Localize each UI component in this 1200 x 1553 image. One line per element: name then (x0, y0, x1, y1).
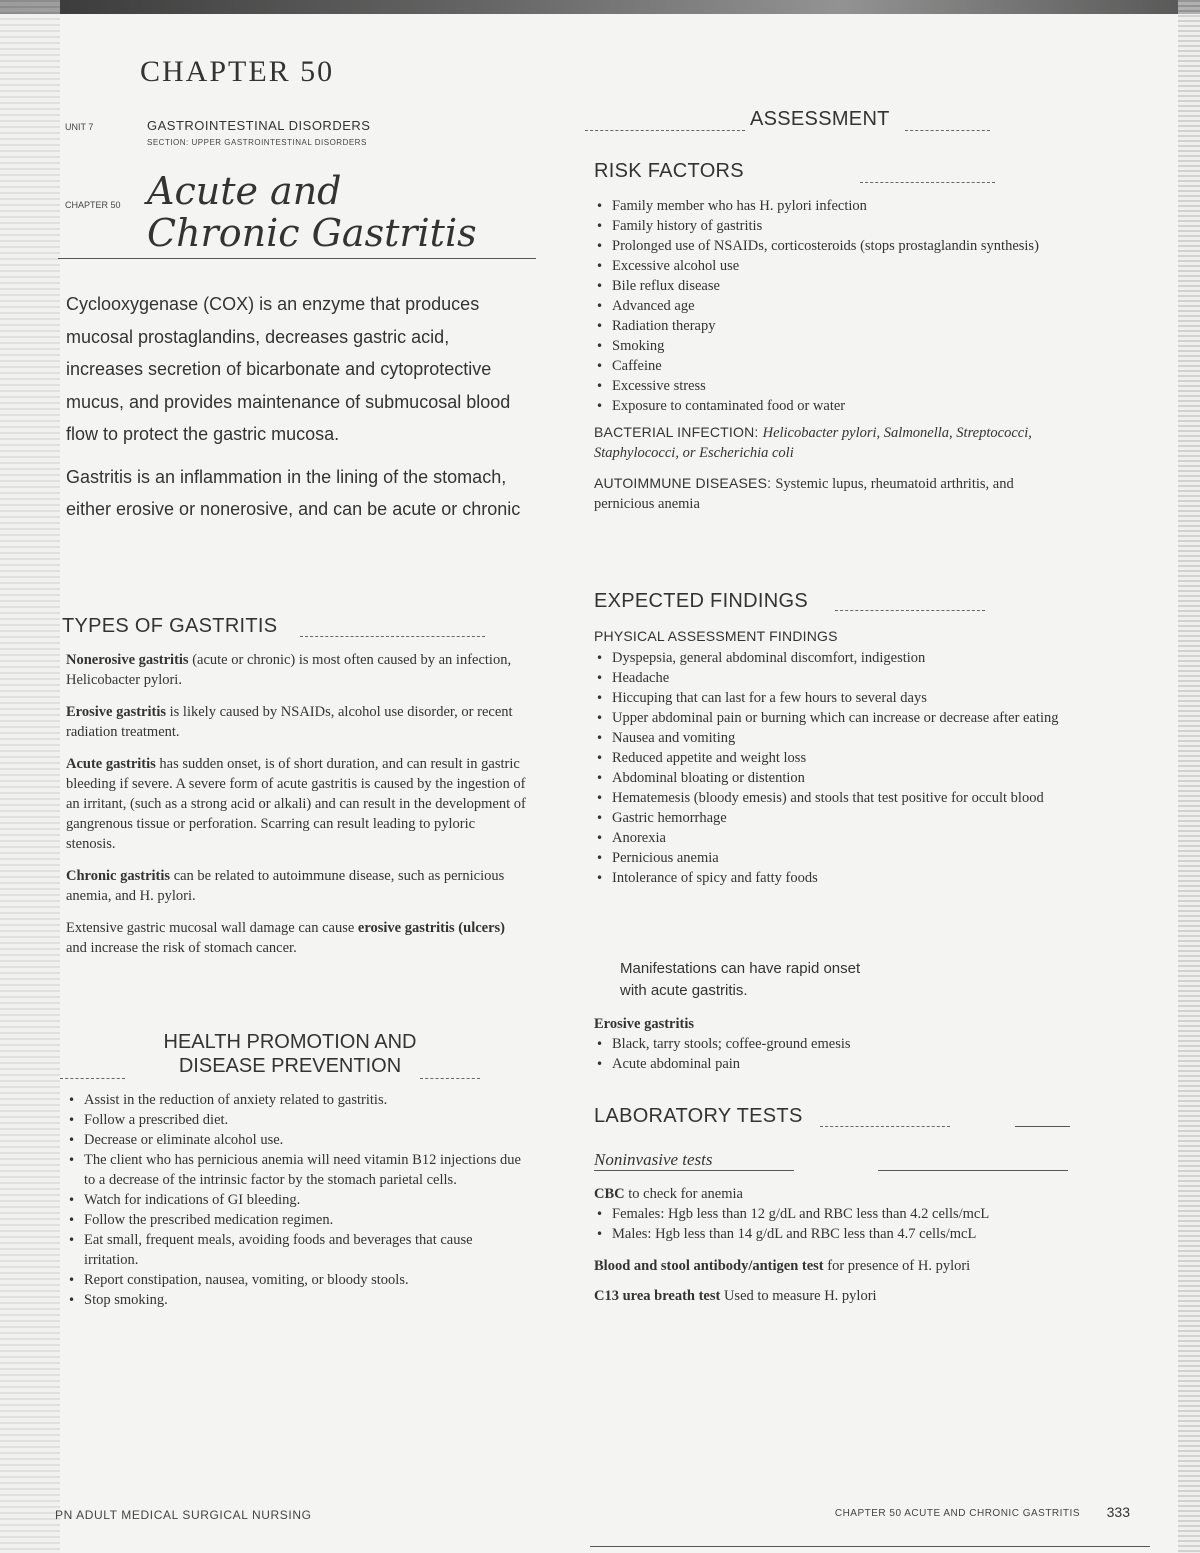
intro-paragraph-2: Gastritis is an inflammation in the lining of the stomach, either erosive or nonerosive, and can be acute or chronic (66, 466, 521, 519)
health-list-container (66, 1090, 528, 1310)
health-heading: HEALTH PROMOTION AND DISEASE PREVENTION (163, 1031, 417, 1077)
breath-test: C13 urea breath test Used to measure H. pylori (594, 1288, 877, 1304)
lab-tests (594, 1184, 1034, 1316)
types-heading-rule (300, 636, 485, 637)
labs-section (594, 1150, 1064, 1170)
intro-text (66, 288, 521, 536)
types-section (66, 650, 528, 970)
list-item: • Follow a prescribed diet. (66, 1110, 528, 1130)
footer-book-title: PN ADULT MEDICAL SURGICAL NURSING (55, 1508, 312, 1522)
type-erosive: Erosive gastritis is likely caused by NSAIDs, alcohol use disorder, or recent radiation treatment. (66, 704, 513, 740)
health-heading-rule-left (60, 1078, 125, 1079)
list-item: • Eat small, frequent meals, avoiding foods and beverages that cause irritation. (66, 1230, 528, 1270)
list-item: • Prolonged use of NSAIDs, corticosteroids (stops prostaglandin synthesis) (594, 236, 1064, 256)
list-item: • Advanced age (594, 296, 1064, 316)
autoimmune-diseases: AUTOIMMUNE DISEASES: Systemic lupus, rheumatoid arthritis, and pernicious anemia (594, 475, 1014, 512)
list-item: • Headache (594, 668, 1064, 688)
types-heading: TYPES OF GASTRITIS (62, 615, 278, 637)
list-item: • Exposure to contaminated food or water (594, 396, 1064, 416)
list-item: • Excessive stress (594, 376, 1064, 396)
list-item: • Hiccuping that can last for a few hours to several days (594, 688, 1064, 708)
scan-edge-right (1178, 0, 1200, 1553)
list-item: • Family history of gastritis (594, 216, 1064, 236)
list-item: • Males: Hgb less than 14 g/dL and RBC less than 4.7 cells/mcL (594, 1224, 1034, 1244)
footer-chapter: CHAPTER 50 ACUTE AND CHRONIC GASTRITIS (834, 1508, 1080, 1519)
list-item: • Upper abdominal pain or burning which can increase or decrease after eating (594, 708, 1064, 728)
list-item: • Watch for indications of GI bleeding. (66, 1190, 528, 1210)
type-nonerosive: Nonerosive gastritis (acute or chronic) is most often caused by an infection, Helicobacter pylori. (66, 652, 512, 688)
scan-edge-top (0, 0, 1200, 14)
labs-rule (820, 1126, 950, 1127)
list-item: • Anorexia (594, 828, 1064, 848)
list-item: • Pernicious anemia (594, 848, 1064, 868)
findings-section (594, 626, 1064, 888)
bacterial-infection: BACTERIAL INFECTION: Helicobacter pylori, Salmonella, Streptococci, Staphylococci, or Escherichia coli (594, 424, 1032, 461)
list-item: • Bile reflux disease (594, 276, 1064, 296)
list-item: • Report constipation, nausea, vomiting, or bloody stools. (66, 1270, 528, 1290)
noninvasive-rule (594, 1170, 794, 1171)
intro-paragraph-1: Cyclooxygenase (COX) is an enzyme that produces mucosal prostaglandins, decreases gastric acid, increases secretion of bicarbonate and cytoprotective mucus, and provides maintenance of submucosal blood flow to protect the gastric mucosa. (66, 294, 511, 444)
erosive-list (594, 1034, 1064, 1074)
list-item: • Black, tarry stools; coffee-ground emesis (594, 1034, 1064, 1054)
assessment-heading: ASSESSMENT (750, 108, 890, 130)
type-acute: Acute gastritis has sudden onset, is of short duration, and can result in gastric bleeding if severe. A severe form of acute gastritis is caused by the ingestion of an irritant, (such as a strong acid or alkali) and can result in the development of gangrenous tissue or perforation. Scarring can result leading to pyloric stenosis. (66, 756, 526, 852)
cbc-test: CBC to check for anemia (594, 1186, 743, 1202)
antibody-test: Blood and stool antibody/antigen test for presence of H. pylori (594, 1258, 971, 1274)
list-item: • Intolerance of spicy and fatty foods (594, 868, 1064, 888)
assessment-rule-right (905, 130, 990, 131)
chapter-label: CHAPTER 50 (65, 200, 121, 210)
footer-rule (590, 1546, 1150, 1547)
health-list (66, 1090, 528, 1310)
list-item: • Hematemesis (bloody emesis) and stools that test positive for occult blood (594, 788, 1064, 808)
list-item: • Abdominal bloating or distention (594, 768, 1064, 788)
labs-rule-right (1015, 1126, 1070, 1127)
list-item: • Radiation therapy (594, 316, 1064, 336)
labs-heading: LABORATORY TESTS (594, 1105, 803, 1127)
findings-list (594, 648, 1064, 888)
list-item: • Acute abdominal pain (594, 1054, 1064, 1074)
findings-rule (835, 610, 985, 611)
chapter-title-line1: Acute and (147, 169, 342, 213)
noninvasive-heading: Noninvasive tests (594, 1150, 713, 1169)
list-item: • The client who has pernicious anemia will need vitamin B12 injections due to a decrease of the intrinsic factor by the stomach parietal cells. (66, 1150, 528, 1190)
list-item: • Females: Hgb less than 12 g/dL and RBC less than 4.2 cells/mcL (594, 1204, 1034, 1224)
list-item: • Follow the prescribed medication regimen. (66, 1210, 528, 1230)
list-item: • Caffeine (594, 356, 1064, 376)
risk-list (594, 196, 1064, 416)
unit-label: UNIT 7 (65, 122, 94, 132)
health-heading-rule-right (420, 1078, 480, 1079)
scan-edge-left (0, 0, 60, 1553)
erosive-heading: Erosive gastritis (594, 1016, 695, 1032)
list-item: • Reduced appetite and weight loss (594, 748, 1064, 768)
risk-section (594, 196, 1064, 524)
risk-factors-rule (860, 182, 995, 183)
list-item: • Family member who has H. pylori infection (594, 196, 1064, 216)
risk-factors-heading: RISK FACTORS (594, 160, 744, 182)
manifestations-callout: Manifestations can have rapid onset with acute gastritis. (620, 960, 861, 999)
list-item: • Nausea and vomiting (594, 728, 1064, 748)
types-closing: Extensive gastric mucosal wall damage can cause erosive gastritis (ulcers) and increase the risk of stomach cancer. (66, 920, 506, 956)
list-item: • Dyspepsia, general abdominal discomfort, indigestion (594, 648, 1064, 668)
chapter-title-line2: Chronic Gastritis (147, 211, 477, 255)
list-item: • Smoking (594, 336, 1064, 356)
page-number: 333 (1106, 1504, 1130, 1520)
erosive-section (594, 1014, 1064, 1074)
unit-title: GASTROINTESTINAL DISORDERS (147, 118, 371, 133)
list-item: • Decrease or eliminate alcohol use. (66, 1130, 528, 1150)
list-item: • Stop smoking. (66, 1290, 528, 1310)
assessment-rule-left (585, 130, 745, 131)
noninvasive-rule-right (878, 1170, 1068, 1171)
section-title: SECTION: UPPER GASTROINTESTINAL DISORDERS (147, 138, 367, 147)
type-chronic: Chronic gastritis can be related to autoimmune disease, such as pernicious anemia, and H. pylori. (66, 868, 505, 904)
chapter-banner: CHAPTER 50 (140, 55, 335, 88)
chapter-title (147, 170, 547, 254)
list-item: • Excessive alcohol use (594, 256, 1064, 276)
physical-findings-heading: PHYSICAL ASSESSMENT FINDINGS (594, 628, 838, 644)
findings-heading: EXPECTED FINDINGS (594, 590, 809, 612)
list-item: • Assist in the reduction of anxiety related to gastritis. (66, 1090, 528, 1110)
cbc-list (594, 1204, 1034, 1244)
title-divider (58, 258, 536, 259)
list-item: • Gastric hemorrhage (594, 808, 1064, 828)
